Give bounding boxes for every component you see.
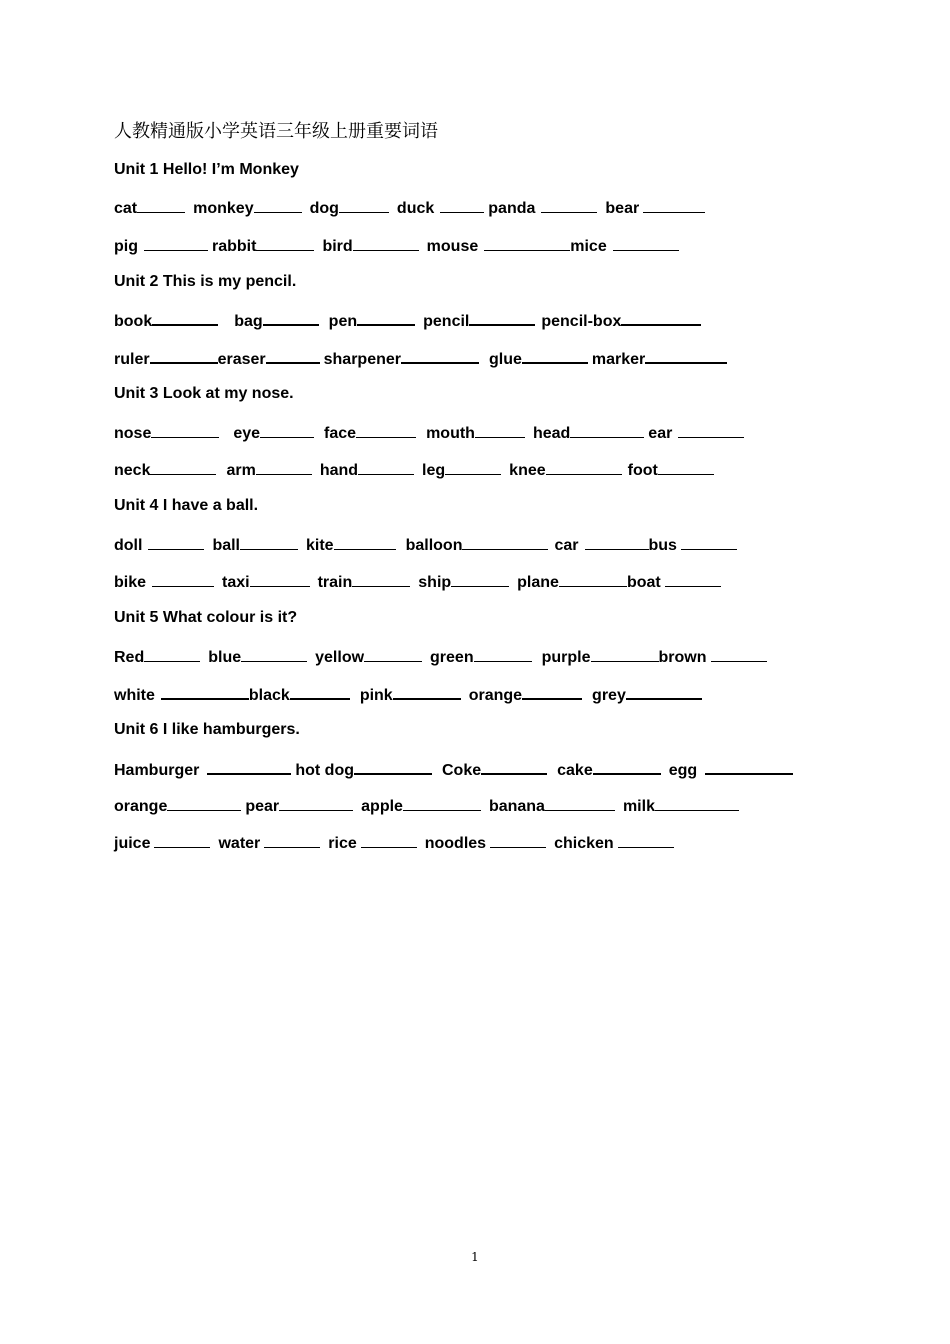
vocab-item — [193, 195, 309, 221]
vocab-word: taxi — [222, 574, 250, 591]
answer-blank[interactable] — [559, 569, 627, 587]
vocab-item — [222, 569, 318, 595]
answer-blank[interactable] — [256, 457, 312, 475]
answer-blank[interactable] — [643, 195, 705, 213]
vocab-item — [425, 830, 554, 856]
vocab-row — [114, 830, 682, 854]
vocab-item — [488, 195, 605, 221]
vocab-word: Coke — [442, 762, 482, 779]
answer-blank[interactable] — [474, 644, 532, 662]
answer-blank[interactable] — [462, 532, 548, 550]
vocab-item — [114, 644, 208, 670]
unit-heading: Unit 2 This is my pencil. — [114, 273, 297, 290]
vocab-word: bike — [114, 574, 147, 591]
answer-blank[interactable] — [260, 420, 314, 438]
answer-blank[interactable] — [137, 195, 185, 213]
vocab-word: bag — [234, 313, 263, 330]
vocab-item — [648, 420, 744, 446]
answer-blank[interactable] — [148, 532, 204, 550]
answer-blank[interactable] — [354, 756, 432, 775]
answer-blank[interactable] — [364, 644, 422, 662]
answer-blank[interactable] — [334, 532, 396, 550]
answer-blank[interactable] — [250, 569, 310, 587]
vocab-item — [324, 345, 489, 372]
vocab-item — [233, 420, 324, 446]
vocab-word: eye — [233, 425, 261, 442]
answer-blank[interactable] — [484, 233, 570, 251]
answer-blank[interactable] — [655, 793, 739, 811]
answer-blank[interactable] — [545, 793, 615, 811]
vocab-word: mice — [570, 238, 607, 255]
vocab-item — [234, 307, 328, 334]
vocab-word: cat — [114, 200, 138, 217]
vocab-word: boat — [626, 574, 661, 591]
vocab-item — [426, 420, 533, 446]
vocab-item — [397, 195, 488, 221]
answer-blank[interactable] — [207, 756, 291, 775]
vocab-word: balloon — [405, 537, 463, 554]
vocab-word: ear — [648, 425, 673, 442]
unit-heading: Unit 3 Look at my nose. — [114, 385, 294, 402]
answer-blank[interactable] — [352, 569, 410, 587]
answer-blank[interactable] — [161, 681, 249, 700]
vocab-row — [114, 532, 745, 556]
answer-blank[interactable] — [144, 644, 200, 662]
answer-blank[interactable] — [481, 756, 547, 775]
vocab-word: hand — [319, 462, 359, 479]
vocab-word: book — [114, 313, 153, 330]
vocab-item — [469, 681, 592, 708]
answer-blank[interactable] — [154, 830, 210, 848]
unit-heading: Unit 4 I have a ball. — [114, 497, 259, 514]
vocab-item — [422, 457, 509, 483]
vocab-word: ball — [212, 537, 240, 554]
vocab-item — [114, 532, 212, 558]
answer-blank[interactable] — [256, 233, 314, 251]
vocab-item — [489, 793, 623, 819]
vocab-item — [114, 793, 245, 819]
vocab-word: noodles — [424, 835, 487, 852]
vocab-word: panda — [488, 200, 536, 217]
answer-blank[interactable] — [658, 457, 714, 475]
vocab-item — [627, 569, 729, 595]
vocab-item — [509, 457, 627, 483]
vocab-word: arm — [226, 462, 256, 479]
answer-blank[interactable] — [353, 233, 419, 251]
vocab-item — [592, 681, 702, 708]
vocab-word: ruler — [114, 351, 150, 368]
vocab-item — [605, 195, 705, 221]
vocab-item — [208, 644, 315, 670]
vocab-word: head — [532, 425, 571, 442]
vocab-item — [114, 457, 226, 483]
vocab-word: marker — [591, 351, 646, 368]
answer-blank[interactable] — [645, 345, 727, 364]
answer-blank[interactable] — [621, 307, 701, 326]
vocab-item — [623, 793, 739, 819]
answer-blank[interactable] — [705, 756, 793, 775]
vocab-item — [517, 569, 627, 595]
vocab-word: orange — [114, 798, 168, 815]
vocab-item — [542, 644, 659, 670]
vocab-word: milk — [622, 798, 655, 815]
vocab-word: monkey — [193, 200, 254, 217]
answer-blank[interactable] — [593, 756, 661, 775]
vocab-word: white — [114, 687, 155, 704]
vocab-item — [554, 532, 648, 558]
vocab-word: Red — [114, 649, 145, 666]
vocab-item — [114, 233, 212, 259]
vocab-item — [114, 681, 249, 708]
vocab-row — [114, 233, 679, 257]
vocab-item — [114, 345, 218, 372]
vocab-word: sharpener — [323, 351, 401, 368]
answer-blank[interactable] — [241, 644, 307, 662]
vocab-row — [114, 793, 739, 817]
answer-blank[interactable] — [585, 532, 649, 550]
vocab-word: Hamburger — [114, 762, 200, 779]
answer-blank[interactable] — [490, 830, 546, 848]
vocab-item — [114, 195, 193, 221]
answer-blank[interactable] — [401, 345, 479, 364]
vocab-word: pencil-box — [541, 313, 622, 330]
answer-blank[interactable] — [144, 233, 208, 251]
vocab-item — [570, 233, 678, 259]
answer-blank[interactable] — [356, 420, 416, 438]
vocab-item — [628, 457, 714, 483]
vocab-word: bear — [605, 200, 640, 217]
vocab-item — [212, 532, 306, 558]
vocab-item — [489, 345, 592, 372]
vocab-item — [310, 195, 397, 221]
vocab-word: leg — [422, 462, 446, 479]
answer-blank[interactable] — [358, 457, 414, 475]
vocab-item — [361, 793, 489, 819]
answer-blank[interactable] — [522, 345, 588, 364]
vocab-word: mouth — [426, 425, 475, 442]
answer-blank[interactable] — [150, 457, 216, 475]
vocab-word: eraser — [217, 351, 266, 368]
vocab-word: hot dog — [295, 762, 354, 779]
vocab-item — [226, 457, 319, 483]
vocab-word: bus — [648, 537, 677, 554]
answer-blank[interactable] — [403, 793, 481, 811]
answer-blank[interactable] — [570, 420, 644, 438]
vocab-item — [557, 756, 669, 783]
answer-blank[interactable] — [263, 307, 319, 326]
vocab-row — [114, 195, 705, 219]
answer-blank[interactable] — [279, 793, 353, 811]
vocab-item — [218, 830, 328, 856]
vocab-word: water — [218, 835, 261, 852]
vocab-item — [430, 644, 542, 670]
unit-heading: Unit 5 What colour is it? — [114, 609, 298, 626]
vocab-item — [245, 793, 361, 819]
vocab-word: rice — [328, 835, 357, 852]
vocab-item — [541, 307, 701, 334]
vocab-item — [218, 345, 324, 372]
answer-blank[interactable] — [681, 532, 737, 550]
vocab-word: nose — [114, 425, 152, 442]
vocab-item — [114, 307, 234, 334]
vocab-word: neck — [114, 462, 151, 479]
vocab-word: car — [554, 537, 579, 554]
vocab-word: chicken — [554, 835, 614, 852]
vocab-word: foot — [627, 462, 658, 479]
vocab-item — [114, 569, 222, 595]
answer-blank[interactable] — [254, 195, 302, 213]
vocab-item — [329, 307, 423, 334]
vocab-row — [114, 756, 793, 780]
vocab-item — [360, 681, 469, 708]
vocab-item — [320, 457, 422, 483]
vocab-item — [324, 420, 426, 446]
answer-blank[interactable] — [541, 195, 597, 213]
vocab-word: duck — [396, 200, 435, 217]
vocab-item — [592, 345, 727, 372]
vocab-word: doll — [114, 537, 143, 554]
vocab-word: plane — [517, 574, 559, 591]
vocab-word: pig — [114, 238, 138, 255]
vocab-item — [669, 756, 793, 783]
vocab-word: apple — [361, 798, 403, 815]
answer-blank[interactable] — [618, 830, 674, 848]
vocab-row — [114, 644, 775, 668]
vocab-item — [554, 830, 682, 856]
vocab-item — [328, 830, 424, 856]
answer-blank[interactable] — [151, 420, 219, 438]
document-title: 人教精通版小学英语三年级上册重要词语 — [114, 121, 438, 142]
vocab-item — [427, 233, 571, 259]
answer-blank[interactable] — [591, 644, 659, 662]
answer-blank[interactable] — [546, 457, 622, 475]
vocab-word: juice — [114, 835, 151, 852]
answer-blank[interactable] — [678, 420, 744, 438]
vocab-word: rabbit — [212, 238, 257, 255]
answer-blank[interactable] — [266, 345, 320, 364]
vocab-word: dog — [309, 200, 339, 217]
vocab-word: grey — [592, 687, 626, 704]
answer-blank[interactable] — [613, 233, 679, 251]
vocab-row — [114, 569, 729, 593]
vocab-word: brown — [658, 649, 707, 666]
vocab-word: cake — [557, 762, 593, 779]
vocab-row — [114, 457, 714, 481]
vocab-item — [306, 532, 406, 558]
unit-heading: Unit 1 Hello! I’m Monkey — [114, 161, 299, 178]
vocab-item — [442, 756, 557, 783]
answer-blank[interactable] — [264, 830, 320, 848]
vocab-word: banana — [488, 798, 545, 815]
answer-blank[interactable] — [240, 532, 298, 550]
vocab-item — [318, 569, 419, 595]
vocab-item — [249, 681, 360, 708]
vocab-word: purple — [541, 649, 591, 666]
vocab-item — [659, 644, 775, 670]
vocab-word: pencil — [423, 313, 470, 330]
vocab-item — [295, 756, 442, 783]
answer-blank[interactable] — [290, 681, 350, 700]
vocab-row — [114, 307, 701, 331]
vocab-word: face — [324, 425, 357, 442]
vocab-word: yellow — [315, 649, 365, 666]
vocab-word: kite — [306, 537, 334, 554]
answer-blank[interactable] — [711, 644, 767, 662]
answer-blank[interactable] — [152, 307, 218, 326]
unit-heading: Unit 6 I like hamburgers. — [114, 721, 300, 738]
vocab-word: egg — [668, 762, 698, 779]
answer-blank[interactable] — [469, 307, 535, 326]
vocab-word: knee — [509, 462, 546, 479]
vocab-row — [114, 420, 744, 444]
answer-blank[interactable] — [361, 830, 417, 848]
vocab-word: glue — [489, 351, 522, 368]
answer-blank[interactable] — [167, 793, 241, 811]
vocab-item — [114, 420, 233, 446]
vocab-item — [322, 233, 426, 259]
vocab-item — [114, 756, 295, 783]
vocab-word: pear — [245, 798, 280, 815]
vocab-item — [114, 830, 218, 856]
vocab-word: bird — [322, 238, 353, 255]
answer-blank[interactable] — [152, 569, 214, 587]
vocab-row — [114, 681, 702, 705]
answer-blank[interactable] — [451, 569, 509, 587]
vocab-word: blue — [208, 649, 242, 666]
page-number: 1 — [471, 1250, 479, 1264]
answer-blank[interactable] — [665, 569, 721, 587]
vocab-word: pen — [328, 313, 358, 330]
vocab-item — [212, 233, 322, 259]
vocab-item — [649, 532, 745, 558]
vocab-item — [423, 307, 541, 334]
answer-blank[interactable] — [440, 195, 484, 213]
answer-blank[interactable] — [393, 681, 461, 700]
vocab-item — [315, 644, 430, 670]
vocab-row — [114, 345, 727, 369]
answer-blank[interactable] — [522, 681, 582, 700]
vocab-word: black — [248, 687, 290, 704]
vocab-word: green — [430, 649, 474, 666]
vocab-word: mouse — [426, 238, 479, 255]
vocab-word: ship — [418, 574, 452, 591]
answer-blank[interactable] — [445, 457, 501, 475]
vocab-item — [533, 420, 648, 446]
vocab-word: pink — [359, 687, 393, 704]
answer-blank[interactable] — [150, 345, 218, 364]
vocab-word: train — [317, 574, 353, 591]
answer-blank[interactable] — [357, 307, 415, 326]
vocab-item — [418, 569, 517, 595]
answer-blank[interactable] — [339, 195, 389, 213]
vocab-item — [406, 532, 555, 558]
answer-blank[interactable] — [626, 681, 702, 700]
answer-blank[interactable] — [475, 420, 525, 438]
vocab-word: orange — [468, 687, 523, 704]
